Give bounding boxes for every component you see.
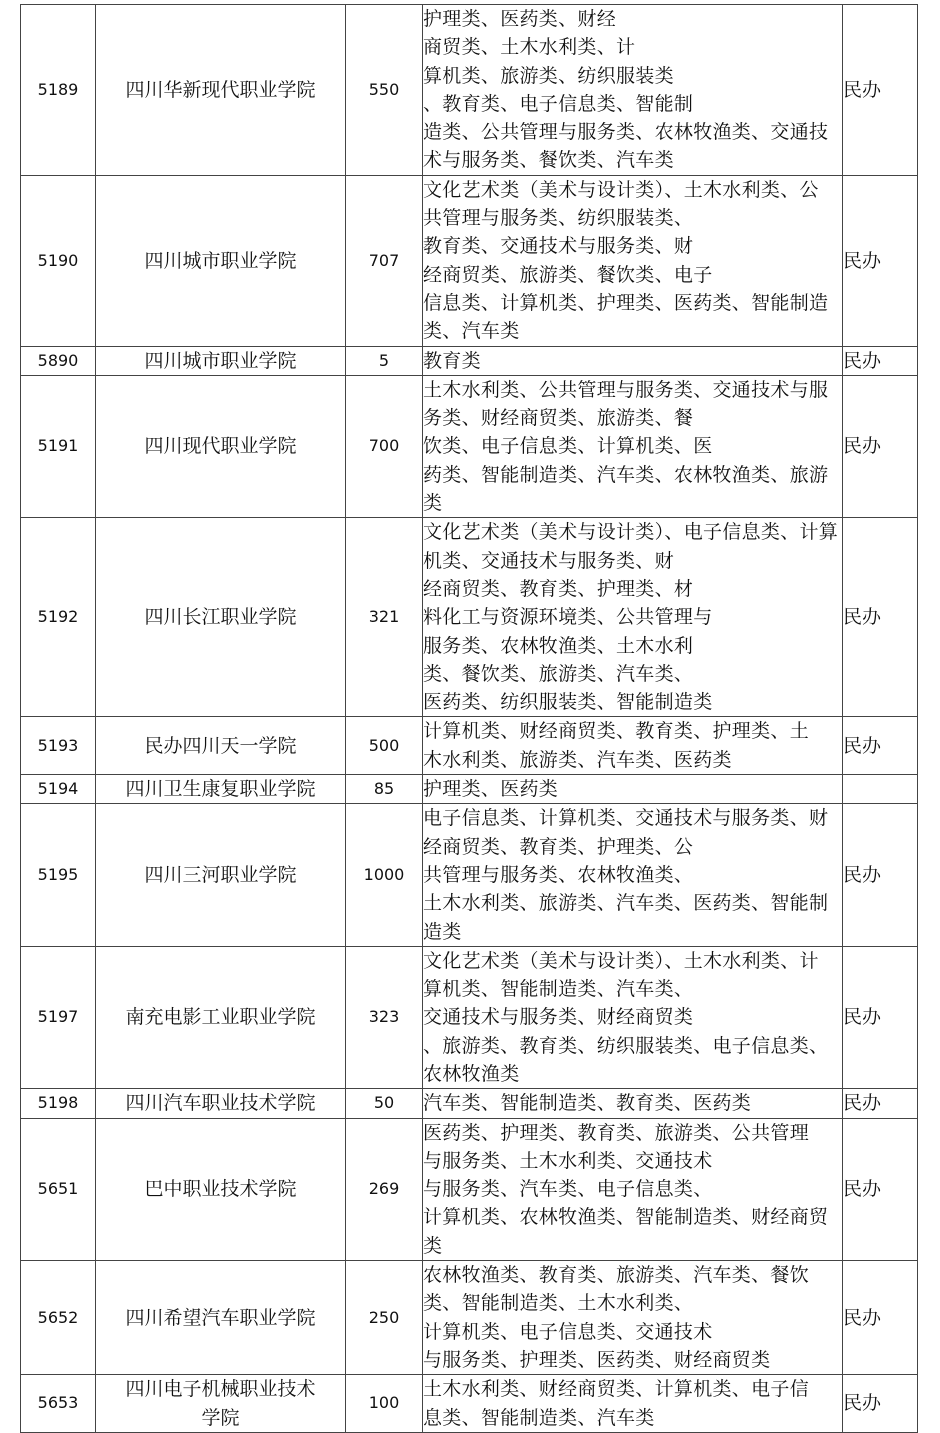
text-line: 交通技术与服务类、财经商贸类	[423, 1006, 694, 1029]
plan-count-cell: 550	[346, 5, 423, 176]
text-line: 与服务类、汽车类、电子信息类、	[423, 1178, 713, 1201]
school-code-cell: 5195	[21, 804, 96, 946]
text-line: 、教育类、电子信息类、智能制	[423, 92, 694, 115]
text-line: 计算机类、电子信息类、交通技术	[423, 1320, 713, 1343]
school-type-cell: 民办	[843, 518, 918, 717]
major-categories-cell	[423, 175, 843, 346]
school-name-cell: 四川卫生康复职业学院	[96, 775, 346, 804]
text-line: 计算机类、农林牧渔类、智能制造类、财经商贸类	[423, 1206, 829, 1257]
text-line: 信息类、计算机类、护理类、医药类、智能制造类、汽车类	[423, 291, 829, 343]
table-row	[21, 1089, 918, 1118]
school-list-table	[20, 4, 918, 1433]
school-code-cell: 5652	[21, 1261, 96, 1375]
plan-count-cell: 700	[346, 375, 423, 517]
text-line: 类、餐饮类、旅游类、汽车类、	[423, 662, 694, 685]
school-code-cell: 5193	[21, 717, 96, 775]
major-categories-cell	[423, 717, 843, 775]
school-type-cell: 民办	[843, 5, 918, 176]
school-type-cell	[843, 775, 918, 804]
school-type-cell: 民办	[843, 1089, 918, 1118]
plan-count-cell: 50	[346, 1089, 423, 1118]
major-categories-cell	[423, 5, 843, 176]
plan-count-cell: 269	[346, 1118, 423, 1260]
text-line: 务类、财经商贸类、旅游类、餐	[423, 407, 694, 430]
school-code-cell: 5890	[21, 346, 96, 375]
text-line: 文化艺术类（美术与设计类）、土木水利类、公	[423, 178, 819, 201]
text-line: 土木水利类、旅游类、汽车类、医药类、智能制造类	[423, 892, 829, 943]
plan-count-cell: 500	[346, 717, 423, 775]
school-name-cell: 四川三河职业学院	[96, 804, 346, 946]
school-code-cell: 5191	[21, 375, 96, 517]
text-line: 四川电子机械职业技术	[125, 1378, 316, 1401]
school-name-cell: 南充电影工业职业学院	[96, 946, 346, 1088]
text-line: 学院	[201, 1406, 240, 1429]
table-row	[21, 375, 918, 517]
plan-count-cell: 1000	[346, 804, 423, 946]
school-name-cell: 四川现代职业学院	[96, 375, 346, 517]
text-line: 与服务类、土木水利类、交通技术	[423, 1149, 713, 1172]
table-row	[21, 804, 918, 946]
table-body	[21, 5, 918, 1433]
school-type-cell: 民办	[843, 375, 918, 517]
table-row	[21, 5, 918, 176]
plan-count-cell: 250	[346, 1261, 423, 1375]
school-code-cell: 5651	[21, 1118, 96, 1260]
school-type-cell: 民办	[843, 946, 918, 1088]
major-categories-cell	[423, 1375, 843, 1433]
major-categories-cell: 教育类	[423, 346, 843, 375]
text-line: 医药类、纺织服装类、智能制造类	[423, 691, 713, 714]
school-type-cell: 民办	[843, 1118, 918, 1260]
text-line: 农林牧渔类、教育类、旅游类、汽车类、餐饮	[423, 1264, 810, 1287]
school-name-cell: 四川汽车职业技术学院	[96, 1089, 346, 1118]
school-type-cell: 民办	[843, 717, 918, 775]
table-row	[21, 518, 918, 717]
table-row	[21, 717, 918, 775]
text-line: 经商贸类、旅游类、餐饮类、电子	[423, 263, 713, 286]
text-line: 医药类、护理类、教育类、旅游类、公共管理	[423, 1121, 810, 1144]
text-line: 药类、智能制造类、汽车类、农林牧渔类、旅游类	[423, 463, 829, 515]
text-line: 料化工与资源环境类、公共管理与	[423, 606, 713, 629]
text-line: 木水利类、旅游类、汽车类、医药类	[423, 748, 732, 771]
text-line: 土木水利类、财经商贸类、计算机类、电子信	[423, 1378, 810, 1401]
plan-count-cell: 5	[346, 346, 423, 375]
text-line: 计算机类、财经商贸类、教育类、护理类、土	[423, 720, 810, 743]
text-line: 造类、公共管理与服务类、农林牧渔类、交通技术与服务类、餐饮类、汽车类	[423, 121, 829, 172]
plan-count-cell: 321	[346, 518, 423, 717]
major-categories-cell	[423, 1118, 843, 1260]
table-row	[21, 1261, 918, 1375]
school-name-cell: 四川华新现代职业学院	[96, 5, 346, 176]
table-row	[21, 346, 918, 375]
major-categories-cell	[423, 946, 843, 1088]
text-line: 共管理与服务类、纺织服装类、	[423, 207, 694, 230]
table-row	[21, 946, 918, 1088]
school-code-cell: 5189	[21, 5, 96, 176]
table-row	[21, 1375, 918, 1433]
school-type-cell: 民办	[843, 1261, 918, 1375]
major-categories-cell	[423, 804, 843, 946]
text-line: 算机类、旅游类、纺织服装类	[423, 64, 674, 87]
major-categories-cell: 汽车类、智能制造类、教育类、医药类	[423, 1089, 843, 1118]
text-line: 电子信息类、计算机类、交通技术与服务类、财	[423, 807, 829, 830]
school-code-cell: 5198	[21, 1089, 96, 1118]
school-type-cell: 民办	[843, 175, 918, 346]
school-name-cell: 巴中职业技术学院	[96, 1118, 346, 1260]
text-line: 共管理与服务类、农林牧渔类、	[423, 863, 694, 886]
plan-count-cell: 85	[346, 775, 423, 804]
table-row	[21, 1118, 918, 1260]
table-row	[21, 175, 918, 346]
admission-table-page	[20, 4, 918, 1433]
school-code-cell: 5192	[21, 518, 96, 717]
major-categories-cell	[423, 1261, 843, 1375]
text-line: 机类、交通技术与服务类、财	[423, 549, 674, 572]
plan-count-cell: 100	[346, 1375, 423, 1433]
text-line: 经商贸类、教育类、护理类、公	[423, 835, 694, 858]
text-line: 土木水利类、公共管理与服务类、交通技术与服	[423, 378, 829, 401]
school-name-cell: 民办四川天一学院	[96, 717, 346, 775]
text-line: 教育类、交通技术与服务类、财	[423, 235, 694, 258]
plan-count-cell: 707	[346, 175, 423, 346]
text-line: 、旅游类、教育类、纺织服装类、电子信息类、农林牧渔类	[423, 1034, 829, 1085]
plan-count-cell: 323	[346, 946, 423, 1088]
school-type-cell: 民办	[843, 346, 918, 375]
text-line: 息类、智能制造类、汽车类	[423, 1406, 655, 1429]
major-categories-cell: 护理类、医药类	[423, 775, 843, 804]
text-line: 文化艺术类（美术与设计类）、土木水利类、计	[423, 949, 819, 972]
school-code-cell: 5653	[21, 1375, 96, 1433]
school-code-cell: 5197	[21, 946, 96, 1088]
school-name-cell: 四川城市职业学院	[96, 346, 346, 375]
major-categories-cell	[423, 375, 843, 517]
school-code-cell: 5194	[21, 775, 96, 804]
text-line: 类、智能制造类、土木水利类、	[423, 1292, 694, 1315]
table-row	[21, 775, 918, 804]
text-line: 文化艺术类（美术与设计类）、电子信息类、计算	[423, 521, 839, 544]
school-type-cell: 民办	[843, 804, 918, 946]
school-name-cell: 四川希望汽车职业学院	[96, 1261, 346, 1375]
major-categories-cell	[423, 518, 843, 717]
school-name-cell: 四川长江职业学院	[96, 518, 346, 717]
text-line: 护理类、医药类、财经	[423, 8, 617, 30]
school-name-cell: 四川城市职业学院	[96, 175, 346, 346]
school-type-cell: 民办	[843, 1375, 918, 1433]
text-line: 商贸类、土木水利类、计	[423, 36, 636, 59]
school-name-cell	[96, 1375, 346, 1433]
text-line: 饮类、电子信息类、计算机类、医	[423, 435, 713, 458]
text-line: 算机类、智能制造类、汽车类、	[423, 978, 694, 1001]
text-line: 与服务类、护理类、医药类、财经商贸类	[423, 1348, 771, 1371]
text-line: 服务类、农林牧渔类、土木水利	[423, 634, 694, 657]
school-code-cell: 5190	[21, 175, 96, 346]
text-line: 经商贸类、教育类、护理类、材	[423, 577, 694, 600]
